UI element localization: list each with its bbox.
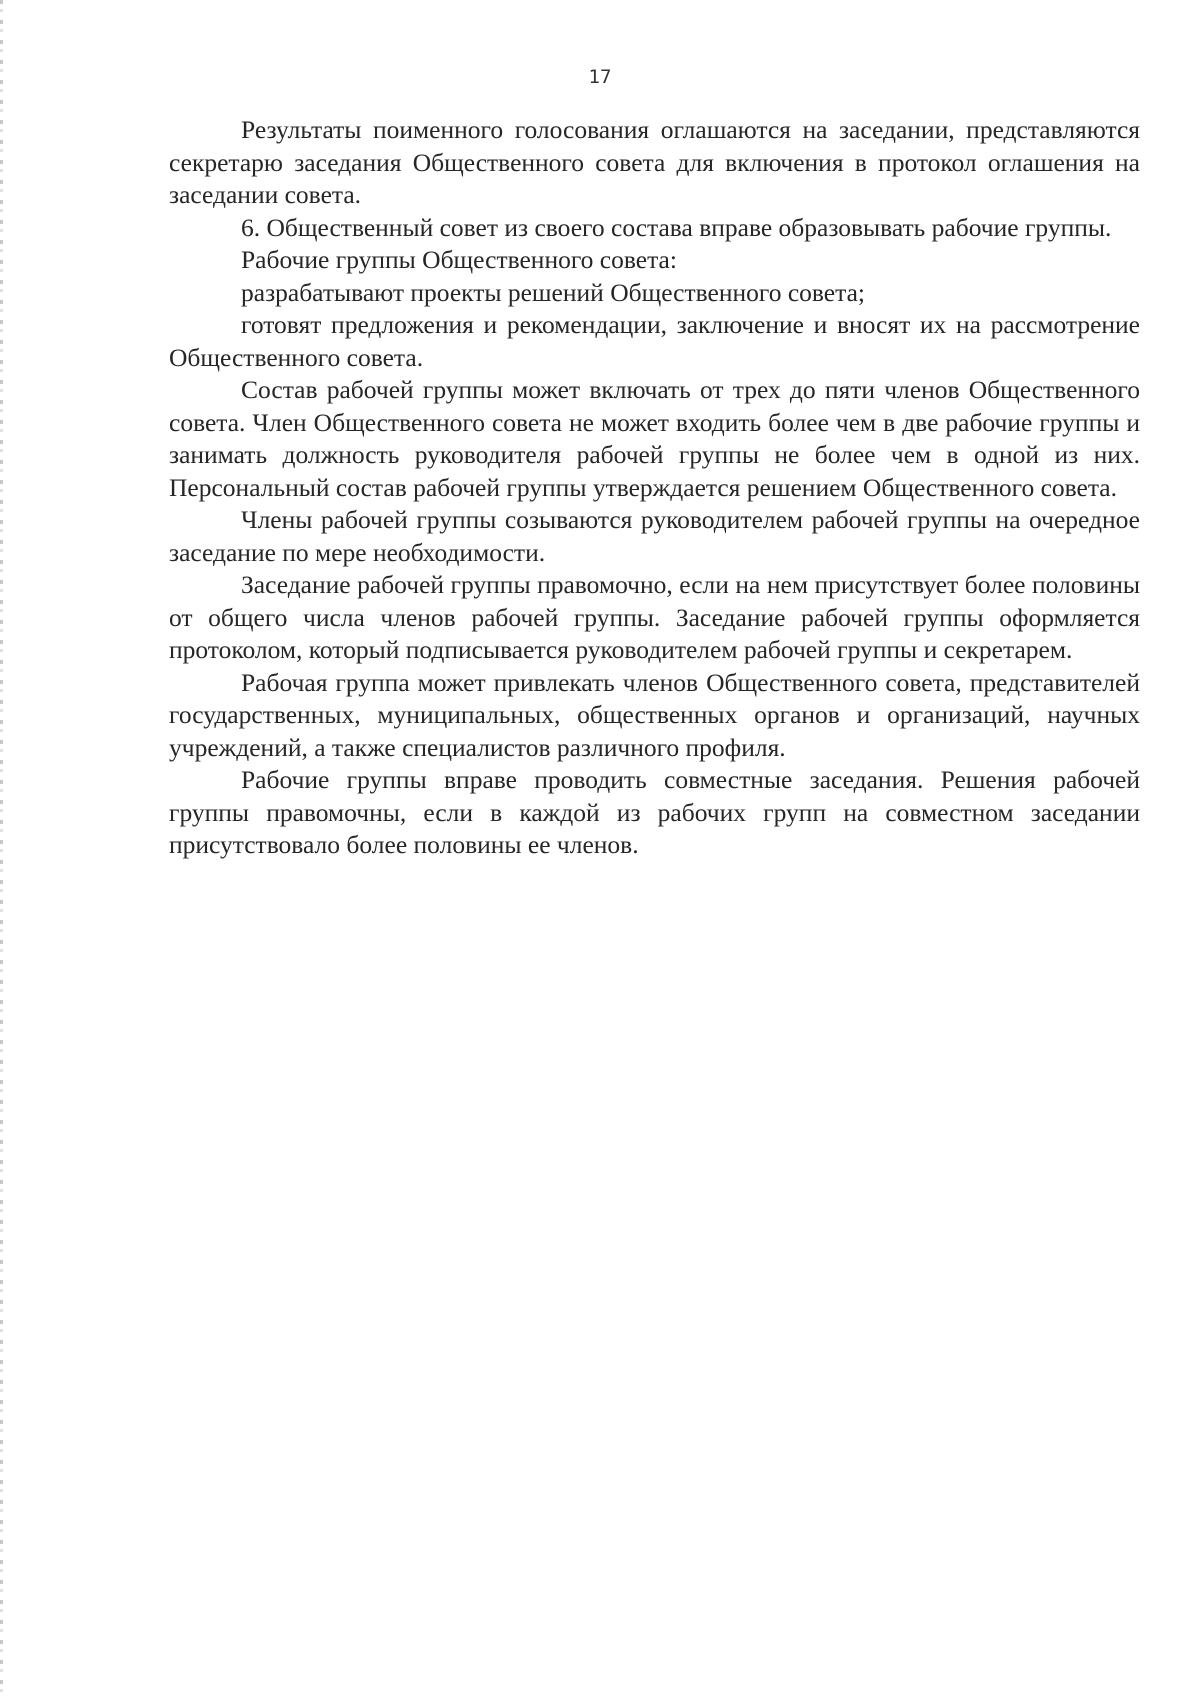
paragraph-voting-results: Результаты поименного голосования оглашаются на заседании, представляются секретарю заседания Общественного совета для включения в протокол оглашения на заседании совета.: [169, 115, 1140, 209]
paragraph-joint-meetings: Рабочие группы вправе проводить совместные заседания. Решения рабочей группы правомочны, если в каждой из рабочих групп на совместном заседании присутствовало более половины ее членов.: [169, 765, 1140, 859]
paragraph-working-groups-heading: Рабочие группы Общественного совета:: [241, 245, 677, 274]
paragraph-group-composition: Состав рабочей группы может включать от трех до пяти членов Общественного совета. Член Общественного совета не может входить более чем в две рабочие группы и занимать должность руководителя рабочей группы не более чем в одной из них. Персональный состав рабочей группы утверждается решением Общественного совета.: [169, 375, 1140, 502]
paragraph-prepare-proposals: готовят предложения и рекомендации, заключение и вносят их на рассмотрение Общественного совета.: [169, 310, 1140, 372]
paragraph-develop-drafts: разрабатывают проекты решений Общественного совета;: [241, 277, 865, 307]
scan-edge-artifact: [0, 0, 3, 1697]
page-number: 17: [588, 66, 612, 88]
paragraph-working-groups-formation: 6. Общественный совет из своего состава вправе образовывать рабочие группы.: [241, 212, 1112, 242]
paragraph-involve-members: Рабочая группа может привлекать членов Общественного совета, представителей государственных, муниципальных, общественных органов и организаций, научных учреждений, а также специалистов различного профиля.: [169, 667, 1140, 762]
paragraph-group-convening: Члены рабочей группы созываются руководителем рабочей группы на очередное заседание по мере необходимости.: [169, 505, 1140, 567]
document-body: [169, 114, 1140, 862]
paragraph-meeting-quorum: Заседание рабочей группы правомочно, если на нем присутствует более половины от общего числа членов рабочей группы. Заседание рабочей группы оформляется протоколом, который подписывается руководителем рабочей группы и секретарем.: [169, 570, 1140, 664]
